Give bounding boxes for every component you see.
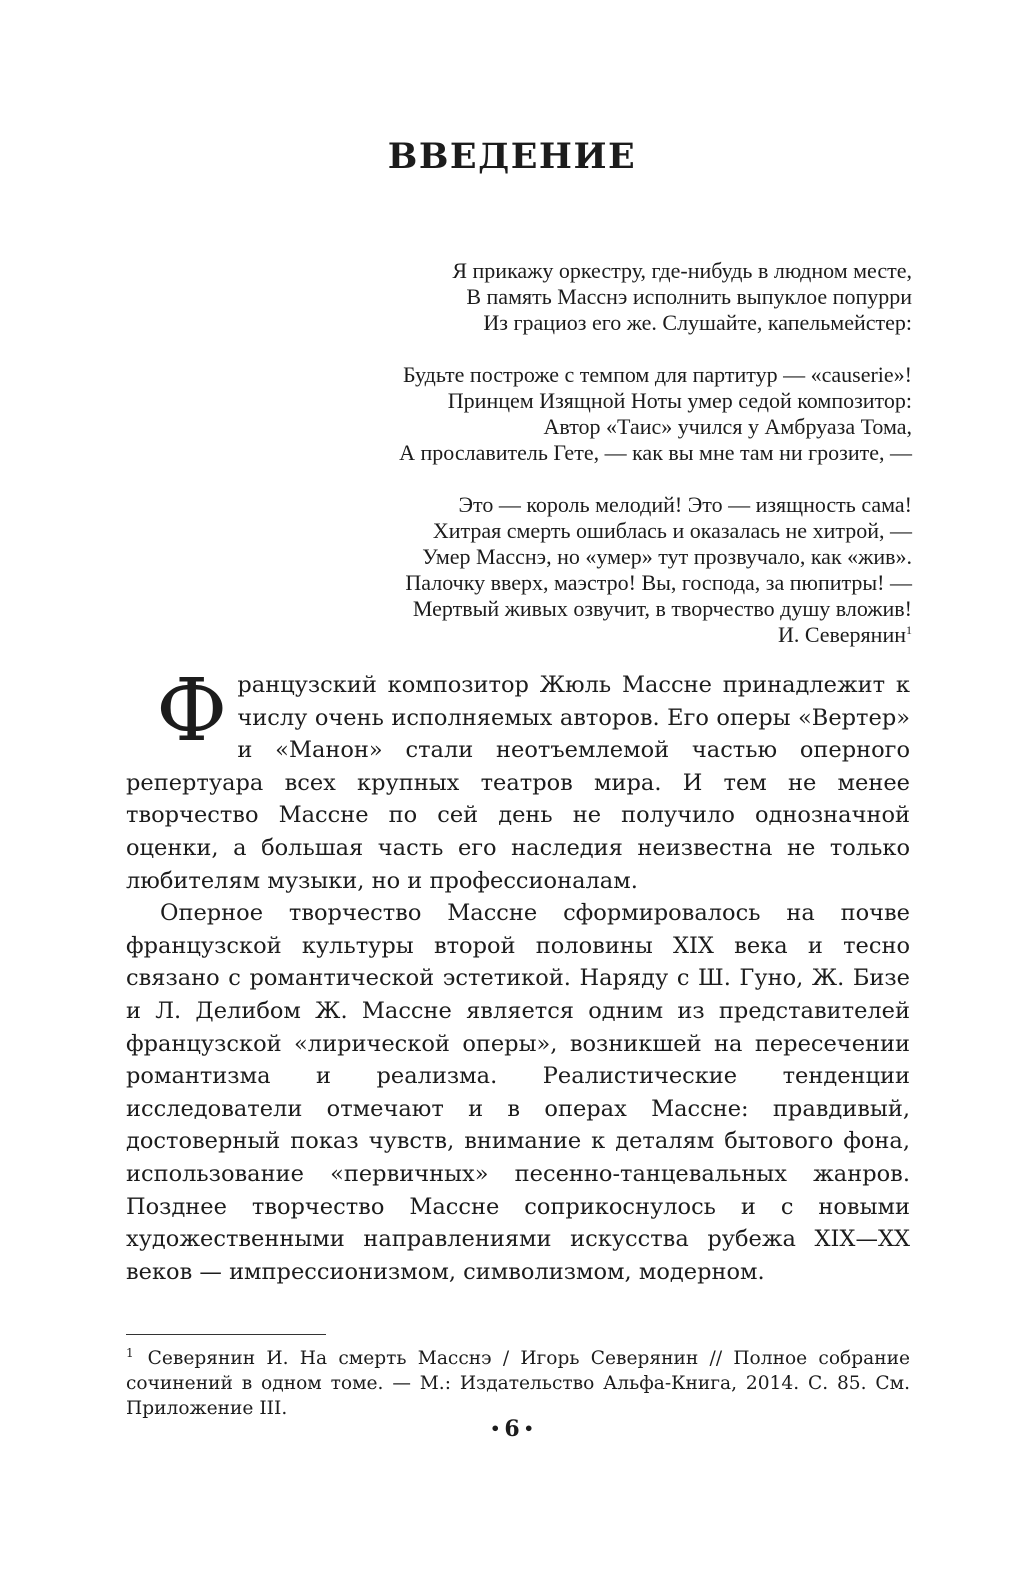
epigraph-stanza-1 bbox=[399, 258, 912, 336]
epigraph-line: Автор «Таис» учился у Амбруаза Тома, bbox=[543, 414, 912, 439]
footnote-number: 1 bbox=[126, 1346, 134, 1360]
main-text bbox=[126, 661, 910, 1288]
epigraph-line: Это — король мелодий! Это — изящность сама! bbox=[458, 492, 912, 517]
footnote bbox=[126, 1346, 910, 1421]
page-number bbox=[0, 1416, 1024, 1442]
drop-cap: Ф bbox=[156, 661, 228, 761]
epigraph-line: Я прикажу оркестру, где-нибудь в людном месте, bbox=[452, 258, 912, 283]
footnote-reference[interactable]: 1 bbox=[906, 623, 912, 637]
footnote-text: Северянин И. На смерть Масснэ / Игорь Северянин // Полное собрание сочинений в одном томе. — М.: Издательство Альфа-Книга, 2014. С. 85. См. Приложение III. bbox=[126, 1348, 910, 1419]
paragraph-text: ранцузский композитор Жюль Массне принадлежит к числу очень исполняемых авторов. Его оперы «Вертер» и «Манон» стали неотъемлемой частью оперного репертуара всех крупных театров мира. И тем не менее творчество Массне по сей день не получило однозначной оценки, а большая часть его наследия неизвестна не только любителям музыки, но и профессионалам. bbox=[126, 672, 910, 894]
epigraph-stanza-3 bbox=[399, 492, 912, 648]
epigraph-line: Умер Масснэ, но «умер» тут прозвучало, как «жив». bbox=[422, 544, 912, 569]
epigraph-line: Палочку вверх, маэстро! Вы, господа, за пюпитры! — bbox=[405, 570, 912, 595]
epigraph-line: Хитрая смерть ошиблась и оказалась не хитрой, — bbox=[432, 518, 912, 543]
epigraph-line: Из грациоз его же. Слушайте, капельмейстер: bbox=[483, 310, 912, 335]
epigraph bbox=[399, 258, 912, 648]
bullet-right: • bbox=[523, 1419, 534, 1438]
epigraph-author bbox=[399, 622, 912, 648]
paragraph: Оперное творчество Массне сформировалось на почве французской культуры второй половины XIX века и тесно связано с романтической эстетикой. Наряду с Ш. Гуно, Ж. Бизе и Л. Делибом Ж. Массне является одним из представителей французской «лирической оперы», возникшей на пересечении романтизма и реализма. Реалистические тенденции исследователи отмечают и в операх Массне: правдивый, достоверный показ чувств, внимание к деталям бытового фона, использование «первичных» песенно-танцевальных жанров. Позднее творчество Массне соприкоснулось и с новыми художественными направлениями искусства рубежа XIX—XX веков — импрессионизмом, символизмом, модерном. bbox=[126, 900, 910, 1285]
paragraph bbox=[126, 661, 910, 897]
footnote-divider bbox=[126, 1334, 326, 1335]
epigraph-stanza-2 bbox=[399, 362, 912, 466]
epigraph-line: В память Масснэ исполнить выпуклое попурри bbox=[466, 284, 912, 309]
epigraph-line: Принцем Изящной Ноты умер седой композитор: bbox=[447, 388, 912, 413]
epigraph-line: Будьте построже с темпом для партитур — «causerie»! bbox=[402, 362, 912, 387]
page-title: ВВЕДЕНИЕ bbox=[387, 136, 637, 177]
page-number-value: 6 bbox=[504, 1416, 520, 1442]
epigraph-line: Мертвый живых озвучит, в творчество душу вложив! bbox=[412, 596, 912, 621]
bullet-left: • bbox=[490, 1419, 501, 1438]
epigraph-line: А прославитель Гете, — как вы мне там ни грозите, — bbox=[399, 440, 912, 465]
epigraph-author-name: И. Северянин bbox=[777, 622, 906, 647]
